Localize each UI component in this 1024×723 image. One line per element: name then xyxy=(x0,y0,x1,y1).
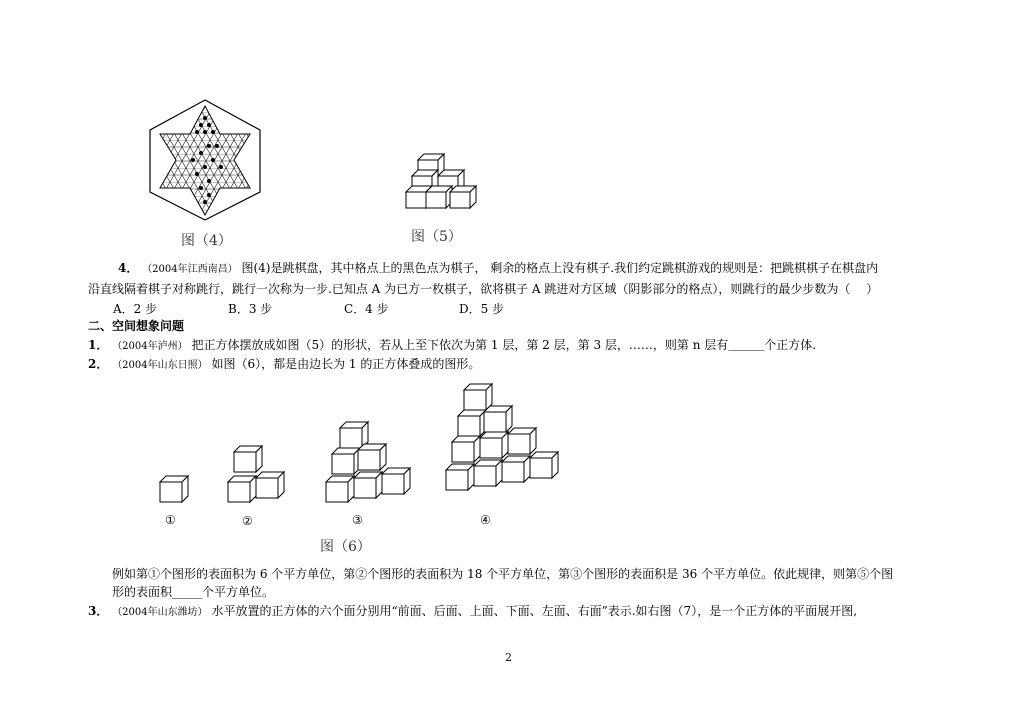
s2-question-1-source: （2004年泸州） xyxy=(112,341,188,352)
question-4-line-2: 沿直线隔着棋子对称跳行，跳行一次称为一步.已知点 A 为已方一枚棋子，欲将棋子 A 跳进对方区域（阴影部分的格点），则跳行的最少步数为（ ） xyxy=(88,282,879,296)
question-4-line-1 xyxy=(118,260,878,278)
s2-question-2-para-2: 形的表面积_____个平方单位。 xyxy=(112,585,275,599)
figure-4-caption: 图（4） xyxy=(181,233,232,249)
s2-question-3 xyxy=(88,603,857,621)
option-b: B．3 步 xyxy=(228,302,273,316)
figure-6-label-2: ② xyxy=(242,514,253,528)
question-4-text-1: 图(4)是跳棋盘，其中格点上的黑色点为棋子， 剩余的格点上没有棋子.我们约定跳棋游戏的规则是：把跳棋棋子在棋盘内 xyxy=(241,261,879,275)
option-d: D．5 步 xyxy=(459,302,505,316)
s2-question-2 xyxy=(88,356,480,374)
option-c: C．4 步 xyxy=(344,302,389,316)
cube-stacks-figure-6 xyxy=(150,382,570,508)
question-4-source: （2004年江西南昌） xyxy=(142,264,238,275)
figure-6-caption: 图（6） xyxy=(320,539,371,555)
figure-6-label-4: ④ xyxy=(480,513,491,527)
s2-question-3-source: （2004年山东潍坊） xyxy=(112,607,208,618)
s2-question-3-number: 3． xyxy=(88,604,109,618)
figure-5-caption: 图（5） xyxy=(411,229,462,245)
s2-question-2-para-1: 例如第①个图形的表面积为 6 个平方单位，第②个图形的表面积为 18 个平方单位，第③个图形的表面积是 36 个平方单位。依此规律，则第⑤个图 xyxy=(112,567,894,581)
s2-question-1-number: 1． xyxy=(88,338,109,352)
s2-question-1-text: 把正方体摆放成如图（5）的形状，若从上至下依次为第 1 层，第 2 层，第 3 层，……，则第 n 层有＿＿＿个正方体. xyxy=(191,338,817,352)
question-4-number: 4． xyxy=(118,261,139,275)
s2-question-2-text: 如图（6），都是由边长为 1 的正方体叠成的图形。 xyxy=(211,357,481,371)
figure-6-label-1: ① xyxy=(165,513,176,527)
s2-question-2-source: （2004年山东日照） xyxy=(112,360,208,371)
page-number: 2 xyxy=(505,651,512,664)
option-a: A．2 步 xyxy=(113,302,158,316)
figure-6-label-3: ③ xyxy=(352,513,363,527)
s2-question-3-text: 水平放置的正方体的六个面分别用“前面、后面、上面、下面、左面、右面”表示.如右图（7），是一个正方体的平面展开图, xyxy=(211,604,858,618)
stacked-cubes-figure-5 xyxy=(404,152,480,222)
section-2-heading: 二、空间想象问题 xyxy=(88,319,185,333)
s2-question-1 xyxy=(88,337,816,355)
s2-question-2-number: 2． xyxy=(88,357,109,371)
chinese-checkers-board-figure xyxy=(146,98,264,222)
